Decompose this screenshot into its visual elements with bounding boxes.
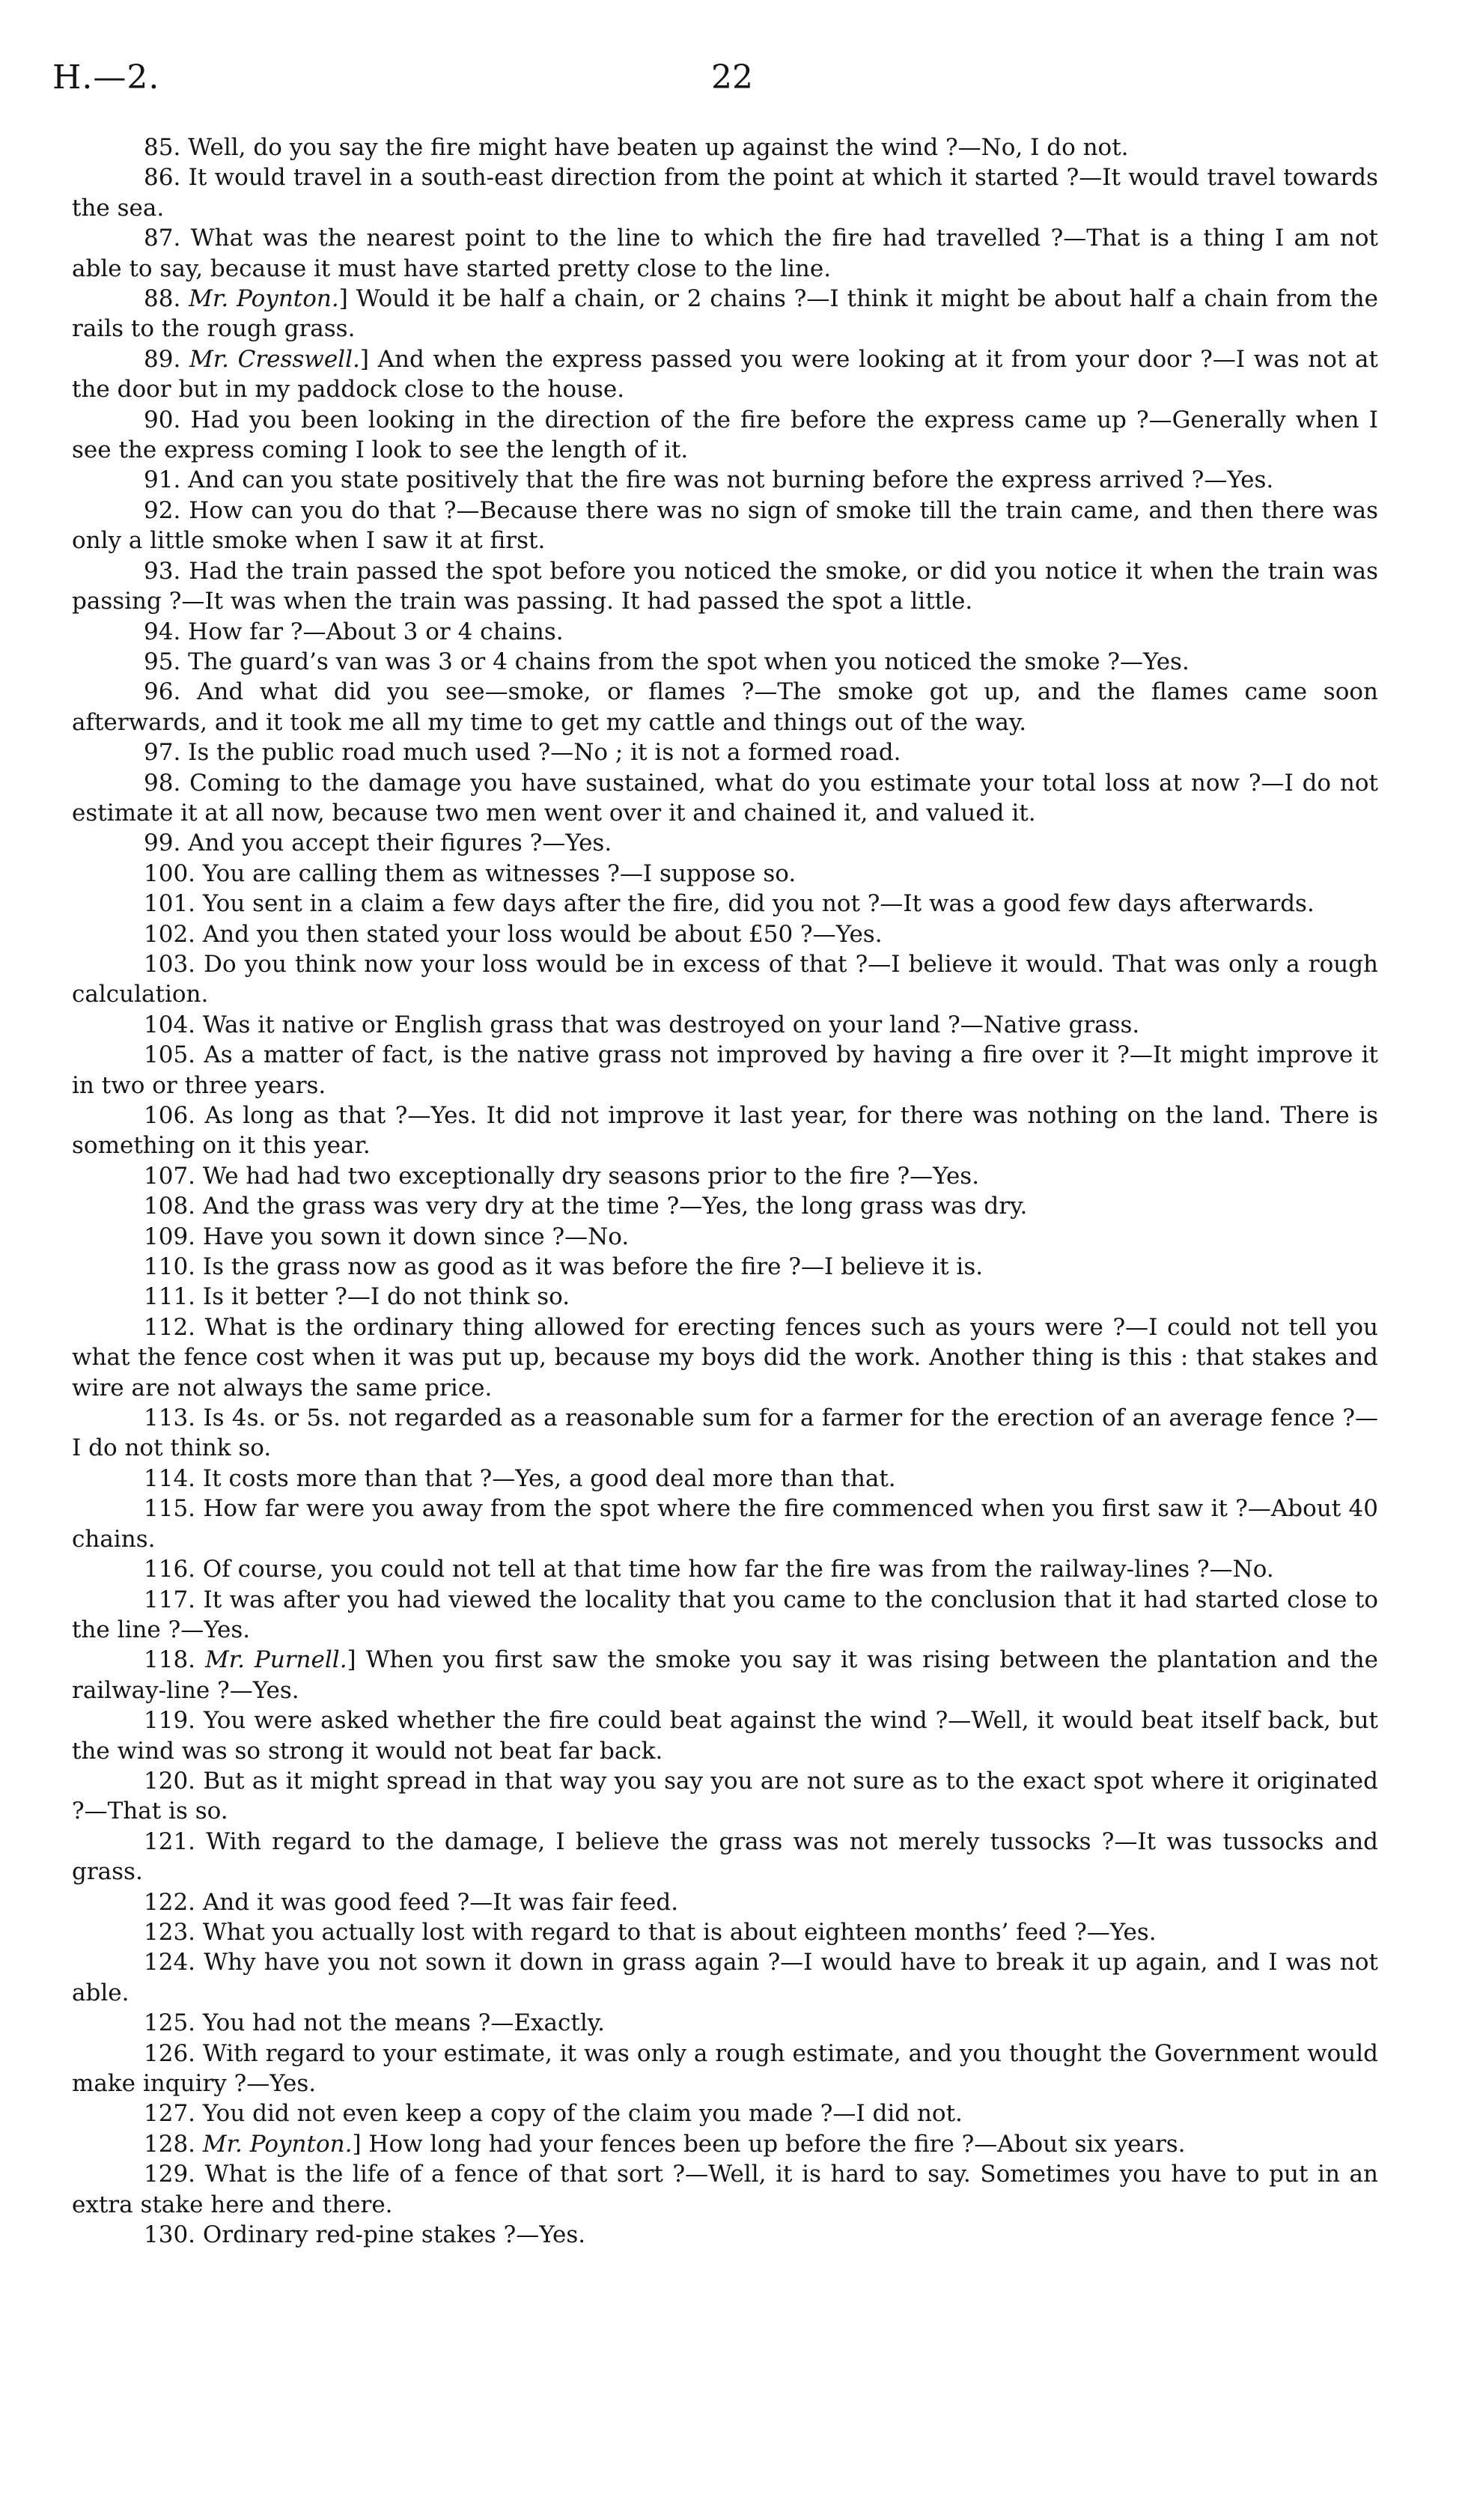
paragraph-text: You are calling them as witnesses ?—I suppose so.	[202, 859, 796, 887]
speaker-name: Mr. Purnell.	[204, 1646, 347, 1674]
testimony-paragraph	[72, 1252, 1378, 1282]
paragraph-text: And you accept their figures ?—Yes.	[188, 830, 612, 857]
paragraph-text: How long had your fences been up before the fire ?—About six years.	[368, 2130, 1186, 2158]
testimony-paragraph	[72, 1464, 1378, 1494]
paragraph-text: You sent in a claim a few days after the fire, did you not ?—It was a good few days afterwards.	[202, 890, 1315, 918]
testimony-paragraph	[72, 1312, 1378, 1403]
testimony-paragraph	[72, 223, 1378, 284]
paragraph-text: With regard to the damage, I believe the grass was not merely tussocks ?—It was tussocks and grass.	[72, 1827, 1378, 1886]
testimony-paragraph	[72, 405, 1378, 466]
question-number: 100.	[144, 859, 196, 887]
question-number: 111.	[144, 1283, 196, 1311]
testimony-paragraph	[72, 344, 1378, 405]
paragraph-text: Had you been looking in the direction of the fire before the express came up ?—Generally when I see the express coming I look to see the length of it.	[72, 406, 1378, 464]
question-number: 87.	[144, 225, 181, 252]
testimony-paragraph	[72, 828, 1378, 858]
question-number: 93.	[144, 557, 181, 585]
testimony-paragraph	[72, 1282, 1378, 1312]
paragraph-text: You were asked whether the fire could beat against the wind ?—Well, it would beat itself back, but the wind was so strong it would not beat far back.	[72, 1707, 1378, 1765]
testimony-paragraph	[72, 768, 1378, 829]
question-number: 95.	[144, 648, 181, 675]
question-number: 86.	[144, 164, 181, 192]
paragraph-text: How can you do that ?—Because there was no sign of smoke till the train came, and then there was only a little smoke when I saw it at first.	[72, 496, 1378, 555]
paragraph-text: Is it better ?—I do not think so.	[202, 1283, 570, 1311]
paragraph-text: Coming to the damage you have sustained, what do you estimate your total loss at now ?—I do not estimate it at all now, because two men went over it and chained it, and valued it.	[72, 769, 1379, 827]
testimony-paragraph	[72, 2039, 1378, 2099]
paragraph-text: And you then stated your loss would be about £50 ?—Yes.	[202, 920, 883, 948]
speaker-name: Mr. Cresswell.	[189, 345, 360, 373]
testimony-paragraph	[72, 1101, 1378, 1161]
paragraph-text: It would travel in a south-east direction from the point at which it started ?—It would travel towards the sea.	[72, 164, 1378, 222]
question-number: 110.	[144, 1253, 196, 1281]
paragraph-text: And what did you see—smoke, or flames ?—The smoke got up, and the flames came soon afterwards, and it took me all my time to get my cattle and things out of the way.	[72, 678, 1378, 736]
testimony-paragraph	[72, 1705, 1378, 1766]
page-number: 22	[711, 58, 753, 97]
question-number: 129.	[144, 2161, 196, 2188]
testimony-paragraph	[72, 162, 1378, 223]
question-number: 104.	[144, 1011, 196, 1038]
speaker-bracket: ]	[352, 2130, 362, 2158]
testimony-paragraph	[72, 496, 1378, 556]
question-number: 91.	[144, 466, 181, 494]
testimony-paragraph	[72, 1917, 1378, 1947]
question-number: 105.	[144, 1041, 196, 1069]
question-number: 101.	[144, 890, 196, 918]
testimony-paragraph	[72, 1222, 1378, 1252]
paragraph-text: The guard’s van was 3 or 4 chains from the spot when you noticed the smoke ?—Yes.	[188, 648, 1190, 675]
testimony-paragraph	[72, 1554, 1378, 1584]
question-number: 96.	[144, 678, 181, 706]
paragraph-text: And the grass was very dry at the time ?—Yes, the long grass was dry.	[202, 1193, 1028, 1220]
question-number: 119.	[144, 1707, 196, 1735]
speaker-bracket: ]	[338, 285, 348, 313]
question-number: 97.	[144, 739, 181, 767]
speaker-bracket: ]	[359, 345, 369, 373]
question-number: 88.	[144, 285, 181, 313]
question-number: 123.	[144, 1918, 196, 1946]
paragraph-text: Is the public road much used ?—No ; it is not a formed road.	[188, 739, 901, 767]
paragraph-text: Why have you not sown it down in grass again ?—I would have to break it up again, and I was not able.	[72, 1949, 1378, 2006]
testimony-paragraph	[72, 1040, 1378, 1101]
paragraph-text: You had not the means ?—Exactly.	[202, 2009, 606, 2037]
question-number: 90.	[144, 406, 181, 433]
paragraph-text: As a matter of fact, is the native grass not improved by having a fire over it ?—It might improve it in two or three years.	[72, 1041, 1379, 1099]
paragraph-text: Well, do you say the fire might have beaten up against the wind ?—No, I do not.	[188, 134, 1129, 161]
testimony-paragraph	[72, 2129, 1378, 2159]
paragraph-text: What was the nearest point to the line to which the fire had travelled ?—That is a thing I am not able to say, because it must have started pretty close to the line.	[72, 225, 1378, 282]
question-number: 114.	[144, 1464, 196, 1492]
question-number: 107.	[144, 1162, 196, 1190]
paragraph-text: What is the life of a fence of that sort ?—Well, it is hard to say. Sometimes you have to put in an extra stake here and there.	[72, 2161, 1378, 2218]
question-number: 106.	[144, 1102, 196, 1129]
paragraph-text: And can you state positively that the fire was not burning before the express arrived ?—Yes.	[188, 466, 1274, 494]
speaker-name: Mr. Poynton.	[189, 285, 339, 313]
testimony-paragraph	[72, 1947, 1378, 2008]
testimony-paragraph	[72, 1403, 1378, 1464]
question-number: 126.	[144, 2039, 196, 2067]
paragraph-text: Is the grass now as good as it was before the fire ?—I believe it is.	[202, 1253, 984, 1281]
paragraph-text: What is the ordinary thing allowed for erecting fences such as yours were ?—I could not tell you what the fence cost when it was put up, because my boys did the work. Another thing is this : that stakes and wire are not always the same price.	[72, 1313, 1378, 1401]
paragraph-text: Would it be half a chain, or 2 chains ?—I think it might be about half a chain from the rails to the rough grass.	[72, 285, 1378, 343]
question-number: 108.	[144, 1193, 196, 1220]
speaker-name: Mr. Poynton.	[202, 2130, 353, 2158]
testimony-paragraph	[72, 677, 1378, 737]
testimony-paragraph	[72, 1161, 1378, 1191]
paragraph-text: We had had two exceptionally dry seasons prior to the fire ?—Yes.	[202, 1162, 980, 1190]
paragraph-text: And when the express passed you were looking at it from your door ?—I was not at the door but in my paddock close to the house.	[72, 345, 1378, 404]
paragraph-text: But as it might spread in that way you say you are not sure as to the exact spot where it originated ?—That is so.	[72, 1767, 1378, 1825]
question-number: 109.	[144, 1223, 196, 1250]
paragraph-text: And it was good feed ?—It was fair feed.	[202, 1888, 679, 1916]
question-number: 85.	[144, 134, 181, 161]
page-header	[52, 58, 1400, 118]
paragraph-text: You did not even keep a copy of the claim you made ?—I did not.	[202, 2100, 963, 2128]
question-number: 94.	[144, 618, 181, 645]
paragraph-text: Was it native or English grass that was destroyed on your land ?—Native grass.	[202, 1011, 1140, 1038]
paragraph-text: It costs more than that ?—Yes, a good deal more than that.	[202, 1464, 896, 1492]
testimony-paragraph	[72, 737, 1378, 767]
question-number: 130.	[144, 2221, 196, 2249]
testimony-paragraph	[72, 1766, 1378, 1827]
document-body	[72, 133, 1378, 2250]
testimony-paragraph	[72, 1585, 1378, 1646]
question-number: 98.	[144, 769, 181, 797]
testimony-paragraph	[72, 2008, 1378, 2038]
testimony-paragraph	[72, 1645, 1378, 1705]
paragraph-text: How far were you away from the spot where the fire commenced when you first saw it ?—About 40 chains.	[72, 1495, 1379, 1553]
paragraph-text: Of course, you could not tell at that time how far the fire was from the railway-lines ?—No.	[202, 1556, 1274, 1583]
testimony-paragraph	[72, 949, 1378, 1010]
question-number: 125.	[144, 2009, 196, 2037]
question-number: 121.	[144, 1827, 196, 1855]
question-number: 89.	[144, 345, 181, 373]
speaker-bracket: ]	[347, 1646, 356, 1674]
question-number: 120.	[144, 1767, 196, 1795]
testimony-paragraph	[72, 2099, 1378, 2128]
testimony-paragraph	[72, 1887, 1378, 1917]
paragraph-text: Ordinary red-pine stakes ?—Yes.	[202, 2221, 586, 2249]
testimony-paragraph	[72, 133, 1378, 162]
testimony-paragraph	[72, 1191, 1378, 1221]
paragraph-text: It was after you had viewed the locality that you came to the conclusion that it had started close to the line ?—Yes.	[72, 1586, 1378, 1643]
question-number: 124.	[144, 1949, 196, 1976]
testimony-paragraph	[72, 2220, 1378, 2250]
testimony-paragraph	[72, 465, 1378, 495]
paragraph-text: How far ?—About 3 or 4 chains.	[188, 618, 564, 645]
question-number: 112.	[144, 1313, 196, 1341]
question-number: 122.	[144, 1888, 196, 1916]
question-number: 128.	[144, 2130, 196, 2158]
testimony-paragraph	[72, 1494, 1378, 1554]
question-number: 99.	[144, 830, 181, 857]
question-number: 103.	[144, 950, 196, 978]
testimony-paragraph	[72, 617, 1378, 647]
paragraph-text: Is 4s. or 5s. not regarded as a reasonable sum for a farmer for the erection of an average fence ?—I do not think so.	[72, 1404, 1378, 1462]
question-number: 117.	[144, 1586, 196, 1613]
testimony-paragraph	[72, 1827, 1378, 1887]
testimony-paragraph	[72, 1010, 1378, 1040]
question-number: 102.	[144, 920, 196, 948]
paragraph-text: With regard to your estimate, it was only a rough estimate, and you thought the Government would make inquiry ?—Yes.	[72, 2039, 1379, 2097]
testimony-paragraph	[72, 647, 1378, 677]
question-number: 113.	[144, 1404, 196, 1432]
paragraph-text: Have you sown it down since ?—No.	[202, 1223, 630, 1250]
question-number: 92.	[144, 496, 181, 524]
testimony-paragraph	[72, 919, 1378, 949]
paragraph-text: Do you think now your loss would be in excess of that ?—I believe it would. That was only a rough calculation.	[72, 950, 1379, 1008]
testimony-paragraph	[72, 284, 1378, 344]
testimony-paragraph	[72, 2159, 1378, 2220]
question-number: 118.	[144, 1646, 196, 1674]
paragraph-text: When you first saw the smoke you say it was rising between the plantation and the railway-line ?—Yes.	[72, 1646, 1378, 1704]
question-number: 116.	[144, 1556, 196, 1583]
testimony-paragraph	[72, 556, 1378, 617]
question-number: 127.	[144, 2100, 196, 2128]
testimony-paragraph	[72, 859, 1378, 889]
paragraph-text: Had the train passed the spot before you noticed the smoke, or did you notice it when the train was passing ?—It was when the train was passing. It had passed the spot a little.	[72, 557, 1378, 615]
document-reference: H.—2.	[52, 58, 160, 97]
paragraph-text: As long as that ?—Yes. It did not improve it last year, for there was nothing on the land. There is something on it this year.	[72, 1102, 1378, 1160]
testimony-paragraph	[72, 889, 1378, 919]
question-number: 115.	[144, 1495, 196, 1523]
paragraph-text: What you actually lost with regard to that is about eighteen months’ feed ?—Yes.	[202, 1918, 1157, 1946]
